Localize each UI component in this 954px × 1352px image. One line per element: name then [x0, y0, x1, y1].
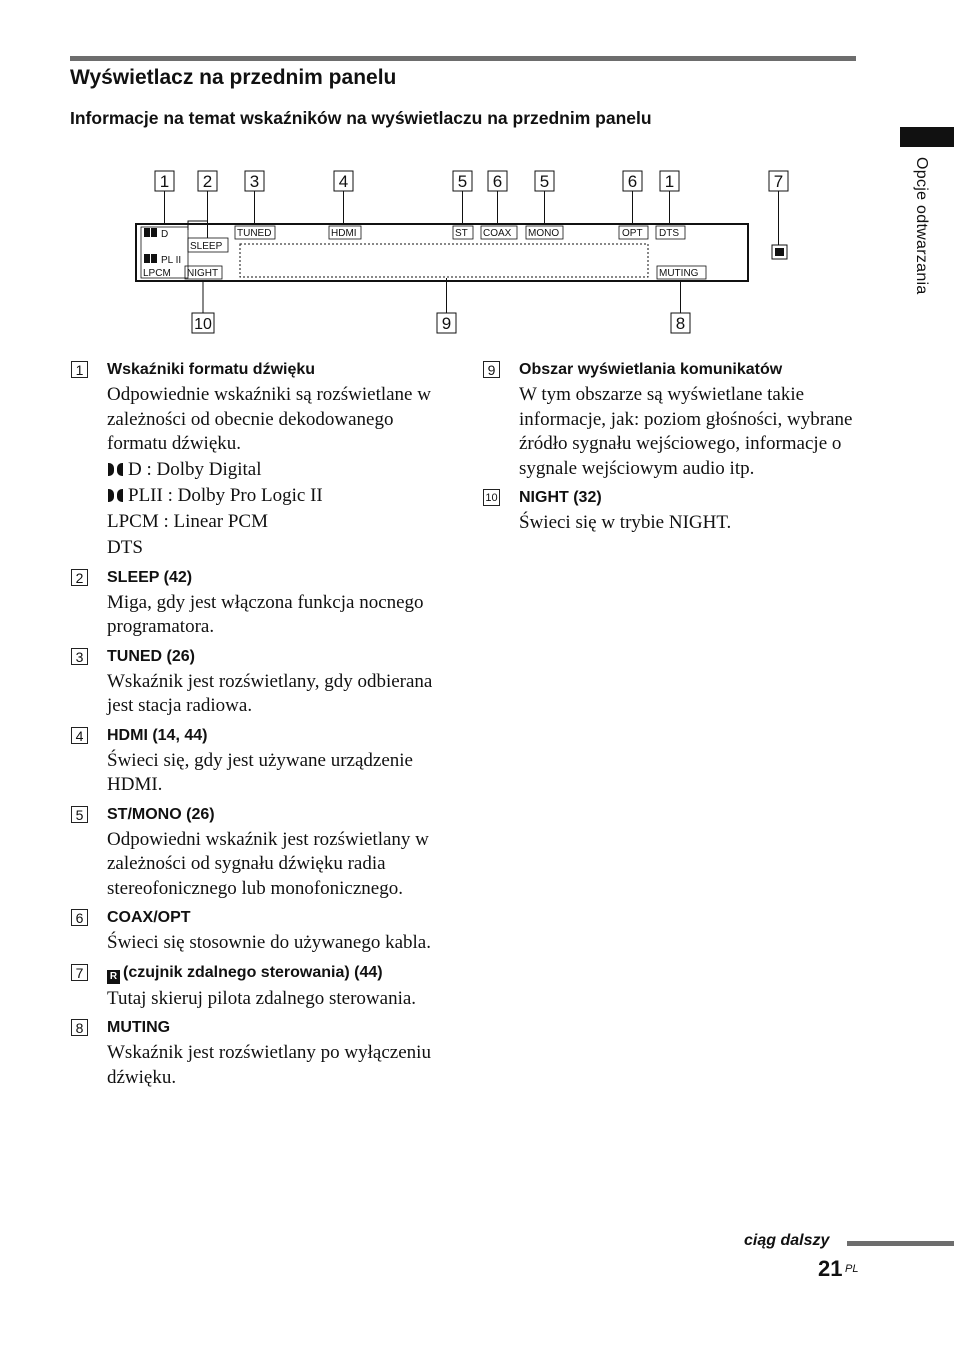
item-body: W tym obszarze są wyświetlane takie informacje, jak: poziom głośności, wybrane źródło sygnału wejściowego, informacje o sygnale wejściowym audio itp.: [519, 384, 853, 479]
svg-text:MUTING: MUTING: [659, 268, 699, 279]
item-number: 9: [483, 361, 500, 378]
continued-rule: [847, 1241, 954, 1246]
item-title: Obszar wyświetlania komunikatów: [519, 361, 783, 378]
item-number: 8: [71, 1019, 88, 1036]
svg-text:1: 1: [664, 172, 675, 191]
item-body: Świeci się, gdy jest używane urządzenie HDMI.: [107, 749, 413, 795]
muting-indicator: [657, 266, 706, 279]
side-tab-label: Opcje odtwarzania: [913, 157, 930, 295]
list-item: [71, 908, 451, 956]
item-number: 7: [71, 964, 88, 981]
svg-text:D: D: [161, 229, 169, 240]
item-body: Świeci się w trybie NIGHT.: [519, 512, 732, 533]
callout-5a: [453, 171, 472, 191]
remote-sensor-icon: R: [107, 970, 120, 984]
item-number: 3: [71, 648, 88, 665]
callout-9: [437, 313, 456, 333]
svg-text:OPT: OPT: [622, 228, 643, 239]
list-item: [483, 360, 855, 481]
item-body: Tutaj skieruj pilota zdalnego sterowania.: [107, 987, 417, 1009]
item-title: TUNED (26): [107, 647, 196, 665]
item-body: Wskaźnik jest rozświetlany, gdy odbierana jest stacja radiowa.: [107, 670, 433, 716]
svg-text:6: 6: [492, 172, 503, 191]
list-item: [71, 647, 451, 719]
callout-7: [769, 171, 788, 191]
svg-text:TUNED: TUNED: [237, 228, 272, 239]
item-number: 4: [71, 727, 88, 744]
right-column: [483, 360, 855, 543]
svg-text:HDMI: HDMI: [331, 228, 357, 239]
dts-indicator: [656, 226, 685, 239]
list-item: [71, 726, 451, 798]
svg-text:COAX: COAX: [483, 228, 512, 239]
callout-6b: [623, 171, 642, 191]
message-area: [240, 244, 648, 277]
item-body: Odpowiedni wskaźnik jest rozświetlany w zależności od sygnału dźwięku radia stereofonicznego lub monofonicznego.: [107, 828, 429, 899]
remote-sensor-icon: [772, 245, 787, 259]
dolby-d-indicator: [144, 228, 168, 240]
item-body: Wskaźnik jest rozświetlany po wyłączeniu dźwięku.: [107, 1042, 431, 1088]
item-number: 5: [71, 806, 88, 823]
format-line: PLII : Dolby Pro Logic II: [107, 483, 451, 509]
dolby-icon: [107, 463, 124, 476]
svg-text:SLEEP: SLEEP: [190, 241, 223, 252]
left-column: [71, 360, 451, 1097]
st-indicator: [453, 226, 473, 239]
format-line: DTS: [107, 536, 143, 558]
callout-3: [245, 171, 264, 191]
item-number: 2: [71, 569, 88, 586]
svg-text:7: 7: [773, 172, 784, 191]
page-suffix: PL: [845, 1263, 859, 1275]
svg-text:6: 6: [627, 172, 638, 191]
callout-1a: [155, 171, 174, 191]
mono-indicator: [526, 226, 563, 239]
callout-10: [192, 313, 214, 333]
svg-text:LPCM: LPCM: [143, 268, 171, 279]
svg-text:9: 9: [441, 314, 452, 333]
svg-text:5: 5: [539, 172, 550, 191]
item-title: MUTING: [107, 1019, 171, 1036]
list-item: [71, 963, 451, 1012]
list-item: [71, 568, 451, 640]
item-body: Odpowiednie wskaźniki są rozświetlane w zależności od obecnie dekodowanego formatu dźwięku.: [107, 384, 431, 454]
callout-2: [198, 171, 217, 191]
subsection-title: Informacje na temat wskaźników na wyświetlaczu na przednim panelu: [70, 108, 652, 128]
list-item: [483, 488, 855, 536]
svg-text:MONO: MONO: [528, 228, 560, 239]
item-title: R (czujnik zdalnego sterowania) (44): [107, 963, 451, 984]
svg-text:2: 2: [202, 172, 213, 191]
dolby-icon: [107, 489, 124, 502]
tuned-indicator: [235, 226, 275, 239]
front-panel-diagram: [0, 0, 954, 345]
svg-text:8: 8: [675, 314, 686, 333]
leader-lines: [165, 191, 779, 313]
svg-text:1: 1: [159, 172, 170, 191]
item-number: 6: [71, 909, 88, 926]
svg-text:3: 3: [249, 172, 260, 191]
continued-label: ciąg dalszy: [744, 1232, 830, 1249]
dolby-plii-indicator: [144, 254, 181, 266]
list-item: [71, 1018, 451, 1090]
hdmi-indicator: [329, 226, 361, 239]
coax-indicator: [481, 226, 517, 239]
callout-8: [671, 313, 690, 333]
svg-text:5: 5: [457, 172, 468, 191]
sleep-indicator: [188, 238, 228, 252]
item-title: SLEEP (42): [107, 568, 193, 586]
section-title: Wyświetlacz na przednim panelu: [70, 66, 397, 89]
item-number: 10: [483, 489, 500, 506]
svg-text:ST: ST: [455, 228, 468, 239]
opt-indicator: [619, 226, 648, 239]
item-title: HDMI (14, 44): [107, 726, 208, 744]
list-item: [71, 360, 451, 561]
item-title: ST/MONO (26): [107, 805, 215, 823]
format-line: D : Dolby Digital: [107, 457, 451, 483]
page-number: 21: [818, 1256, 843, 1281]
format-line: LPCM : Linear PCM: [107, 510, 268, 532]
item-title: NIGHT (32): [519, 489, 602, 506]
item-title: Wskaźniki formatu dźwięku: [107, 361, 316, 378]
item-body: Miga, gdy jest włączona funkcja nocnego programatora.: [107, 591, 424, 637]
svg-text:4: 4: [338, 172, 349, 191]
svg-text:DTS: DTS: [659, 228, 679, 239]
svg-text:10: 10: [194, 316, 212, 333]
callout-5b: [535, 171, 554, 191]
callout-4: [334, 171, 353, 191]
item-number: 1: [71, 361, 88, 378]
item-body: Świeci się stosownie do używanego kabla.: [107, 932, 431, 953]
lpcm-indicator: [143, 268, 171, 279]
svg-text:PL II: PL II: [161, 255, 182, 266]
item-title: COAX/OPT: [107, 909, 191, 926]
night-indicator: [185, 266, 222, 279]
callout-6a: [488, 171, 507, 191]
callout-1b: [660, 171, 679, 191]
list-item: [71, 805, 451, 902]
svg-text:NIGHT: NIGHT: [187, 268, 219, 279]
